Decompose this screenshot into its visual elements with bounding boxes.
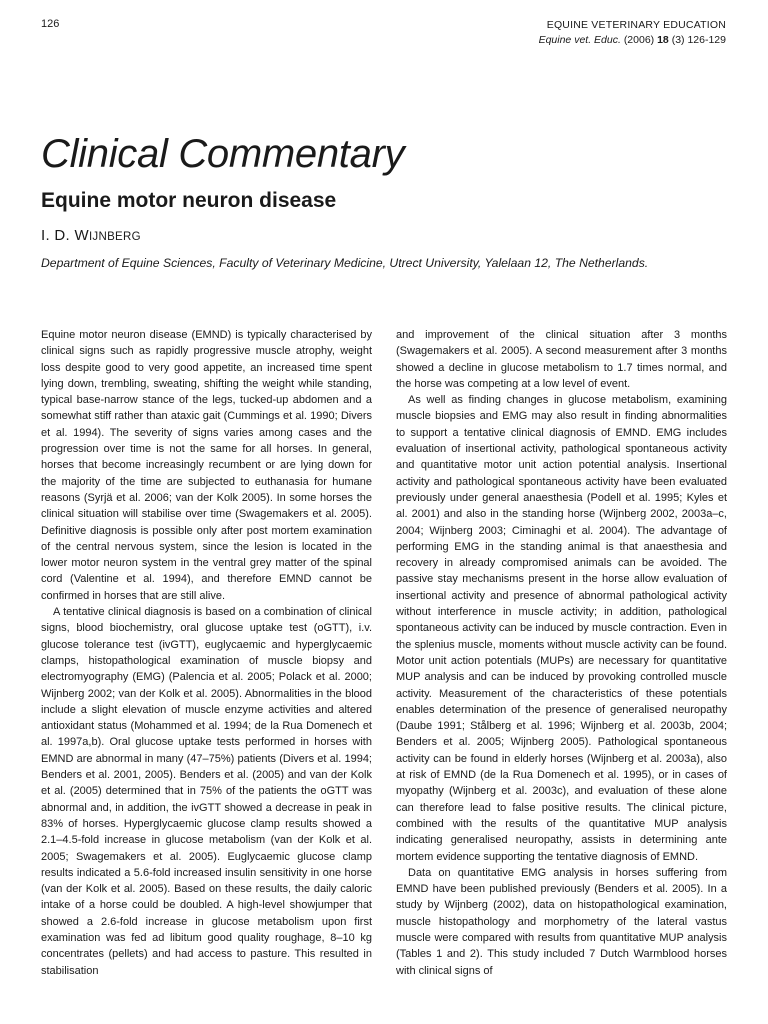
citation-journal: Equine vet. Educ.: [538, 34, 621, 46]
paragraph: A tentative clinical diagnosis is based on a combination of clinical signs, blood biochemistry, oral glucose uptake test (oGTT), i.v. glucose tolerance test (ivGTT), euglycaemic and hyperglycaemic clamps, histopathological examination of muscle biopsy and electromyography (EMG) (Palencia et al. 2005; Polack et al. 2000; Wijnberg 2002; van der Kolk et al. 2005). Abnormalities in the blood include a slight elevation of muscle enzyme activities and altered antioxidant status (Mohammed et al. 1994; de la Rua Domenech et al. 1997a,b). Oral glucose uptake tests performed in horses with EMND are abnormal in many (47–75%) patients (Divers et al. 1994; Benders et al. 2001, 2005). Benders et al. (2005) and van der Kolk et al. (2005) determined that in 75% of the patients the oGTT was abnormal and, in addition, the ivGTT showed a decrease in peak in 83% of horses. Hyperglycaemic glucose clamp results showed a 2.1–4.5-fold increase in glucose metabolism (van der Kolk et al. 2005; Swagemakers et al. 2005). Euglycaemic glucose clamp results indicated a 5.6-fold increased insulin sensitivity in one horse (van der Kolk et al. 2005). Based on these results, the daily caloric intake of a horse could be doubled. A high-level showjumper that showed a 2.6-fold increase in glucose metabolism upon first examination was fed ad libitum good quality roughage, 8–10 kg concentrates (pellets) and had access to pasture. This resulted in stabilisation: [41, 606, 372, 977]
body-columns: [41, 327, 727, 1017]
citation-pages: (3) 126-129: [671, 34, 726, 46]
column-left: [41, 327, 372, 1017]
journal-name: EQUINE VETERINARY EDUCATION: [546, 19, 726, 31]
page-number: 126: [41, 18, 60, 30]
author-initials: I. D. W: [41, 227, 89, 244]
citation-volume: 18: [657, 34, 669, 46]
affiliation: Department of Equine Sciences, Faculty of Veterinary Medicine, Utrect University, Yalelaan 12, The Netherlands.: [41, 256, 649, 270]
column-right: [396, 327, 727, 1017]
author-surname-smallcaps: IJNBERG: [88, 231, 141, 243]
author: [41, 227, 141, 244]
running-head: [539, 18, 726, 48]
paragraph: and improvement of the clinical situation after 3 months (Swagemakers et al. 2005). A second measurement after 3 months showed a decline in glucose metabolism to 1.7 times normal, and the horse was competing at a low level of event.: [396, 329, 727, 390]
citation-year: (2006): [623, 34, 655, 46]
paragraph: Equine motor neuron disease (EMND) is typically characterised by clinical signs such as rapidly progressive muscle atrophy, weight loss despite good to very good appetite, an increased time spent lying down, trembling, sweating, shifting the weight while standing, typical base-narrow stance of the legs, tucked-up abdomen and a somewhat stiff rather than ataxic gait (Cummings et al. 1990; Divers et al. 1994). The severity of signs varies among cases and the progression over time is not the same for all horses. In general, horses that become increasingly recumbent or are lying down for the majority of the time are subjected to euthanasia for humane reasons (Syrjä et al. 2006; van der Kolk 2005). In some horses the clinical situation will stabilise over time (Swagemakers et al. 2005). Definitive diagnosis is possible only after post mortem examination of the central nervous system, since the lesion is located in the lower motor neuron system in the ventral grey matter of the spinal cord (Valentine et al. 1994), and therefore EMND cannot be confirmed in horses that are still alive.: [41, 329, 372, 602]
citation-line: [539, 33, 726, 48]
paragraph: As well as finding changes in glucose metabolism, examining muscle biopsies and EMG may also result in finding abnormalities to support a tentative clinical diagnosis of EMND. EMG includes evaluation of insertional activity, pathological spontaneous activity and quantitative motor unit action potential analysis. Insertional activity and pathological spontaneous activity have been evaluated previously under general anaesthesia (Podell et al. 1995; Kyles et al. 2001) and also in the standing horse (Wijnberg 2002, 2003a–c, 2004; Wijnberg 2003; Ciminaghi et al. 2004). The advantage of performing EMG in the standing animal is that anaesthesia and recovery in already compromised animals can be avoided. The passive stay mechanisms present in the horse allow evaluation of insertional activity and presence of abnormal pathological activity without interference in muscle activity; in addition, pathological spontaneous activity can be induced by muscle contraction. Even in the splenius muscle, moments without muscle activity can be found. Motor unit action potentials (MUPs) are necessary for quantitative MUP analysis and can be induced by provoking controlled muscle activity. Measurement of the characteristics of these potentials enables determination of the presence of generalised neuropathy (Daube 1991; Stålberg et al. 1996; Wijnberg et al. 2003b, 2004; Benders et al. 2005; Wijnberg 2005). Pathological spontaneous activity can be found in elderly horses (Wijnberg et al. 2003a), also at risk of EMND (de la Rua Domenech et al. 1995), or in cases of myopathy (Wijnberg et al. 2003c), and evaluation of these alone can therefore lead to false positive results. The clinical picture, combined with the results of the quantitative MUP analysis indicating generalised neuropathy, assists in determining ante mortem evidence supporting the tentative diagnosis of EMND.: [396, 394, 727, 863]
paragraph: Data on quantitative EMG analysis in horses suffering from EMND have been published previously (Benders et al. 2005). In a study by Wijnberg (2002), data on histopathological examination, muscle histopathology and morphometry of the lateral vastus muscle were compared with results from quantitative MUP analysis (Tables 1 and 2). This study included 7 Dutch Warmblood horses with clinical signs of: [396, 866, 727, 977]
article-title: Equine motor neuron disease: [41, 189, 337, 212]
section-title: Clinical Commentary: [41, 132, 405, 176]
